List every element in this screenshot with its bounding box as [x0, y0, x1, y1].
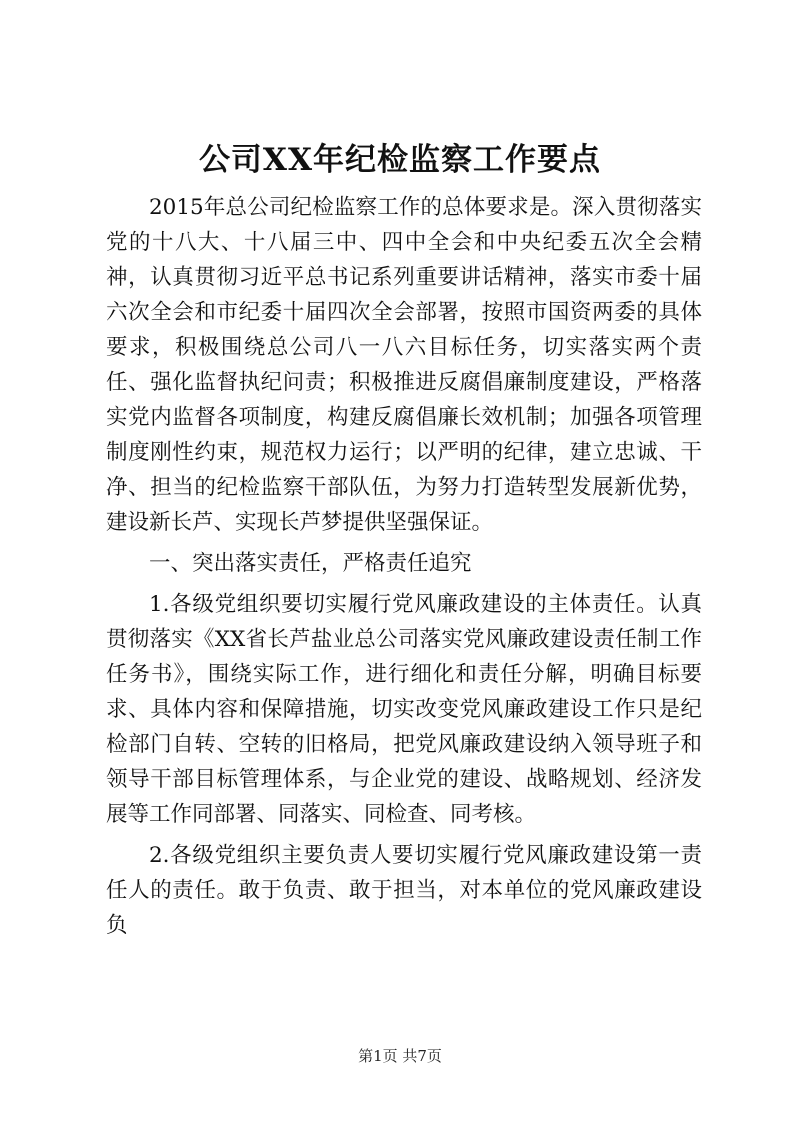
paragraph-item-2: 2.各级党组织主要负责人要切实履行党风廉政建设第一责任人的责任。敢于负责、敢于担当，对本单位的党风廉政建设负	[106, 843, 702, 938]
section-heading-1: 一、突出落实责任，严格责任追究	[149, 551, 472, 576]
document-body	[106, 190, 702, 949]
paragraph-item-1: 1.各级党组织要切实履行党风廉政建设的主体责任。认真贯彻落实《XX省长芦盐业总公司落实党风廉政建设责任制工作任务书》，围绕实际工作，进行细化和责任分解，明确目标要求、具体内容和保障措施，切实改变党风廉政建设工作只是纪检部门自转、空转的旧格局，把党风廉政建设纳入领导班子和领导干部目标管理体系，与企业党的建设、战略规划、经济发展等工作同部署、同落实、同检查、同考核。	[106, 592, 702, 827]
paragraph-intro: 2015年总公司纪检监察工作的总体要求是。深入贯彻落实党的十八大、十八届三中、四中全会和中央纪委五次全会精神，认真贯彻习近平总书记系列重要讲话精神，落实市委十届六次全会和市纪委十届四次全会部署，按照市国资两委的具体要求，积极围绕总公司八一八六目标任务，切实落实两个责任、强化监督执纪问责；积极推进反腐倡廉制度建设，严格落实党内监督各项制度，构建反腐倡廉长效机制；加强各项管理制度刚性约束，规范权力运行；以严明的纪律，建立忠诚、干净、担当的纪检监察干部队伍，为努力打造转型发展新优势，建设新长芦、实现长芦梦提供坚强保证。	[106, 195, 702, 535]
page-number-footer: 第1页 共7页	[358, 1047, 442, 1065]
document-title: 公司XX年纪检监察工作要点	[198, 142, 602, 178]
